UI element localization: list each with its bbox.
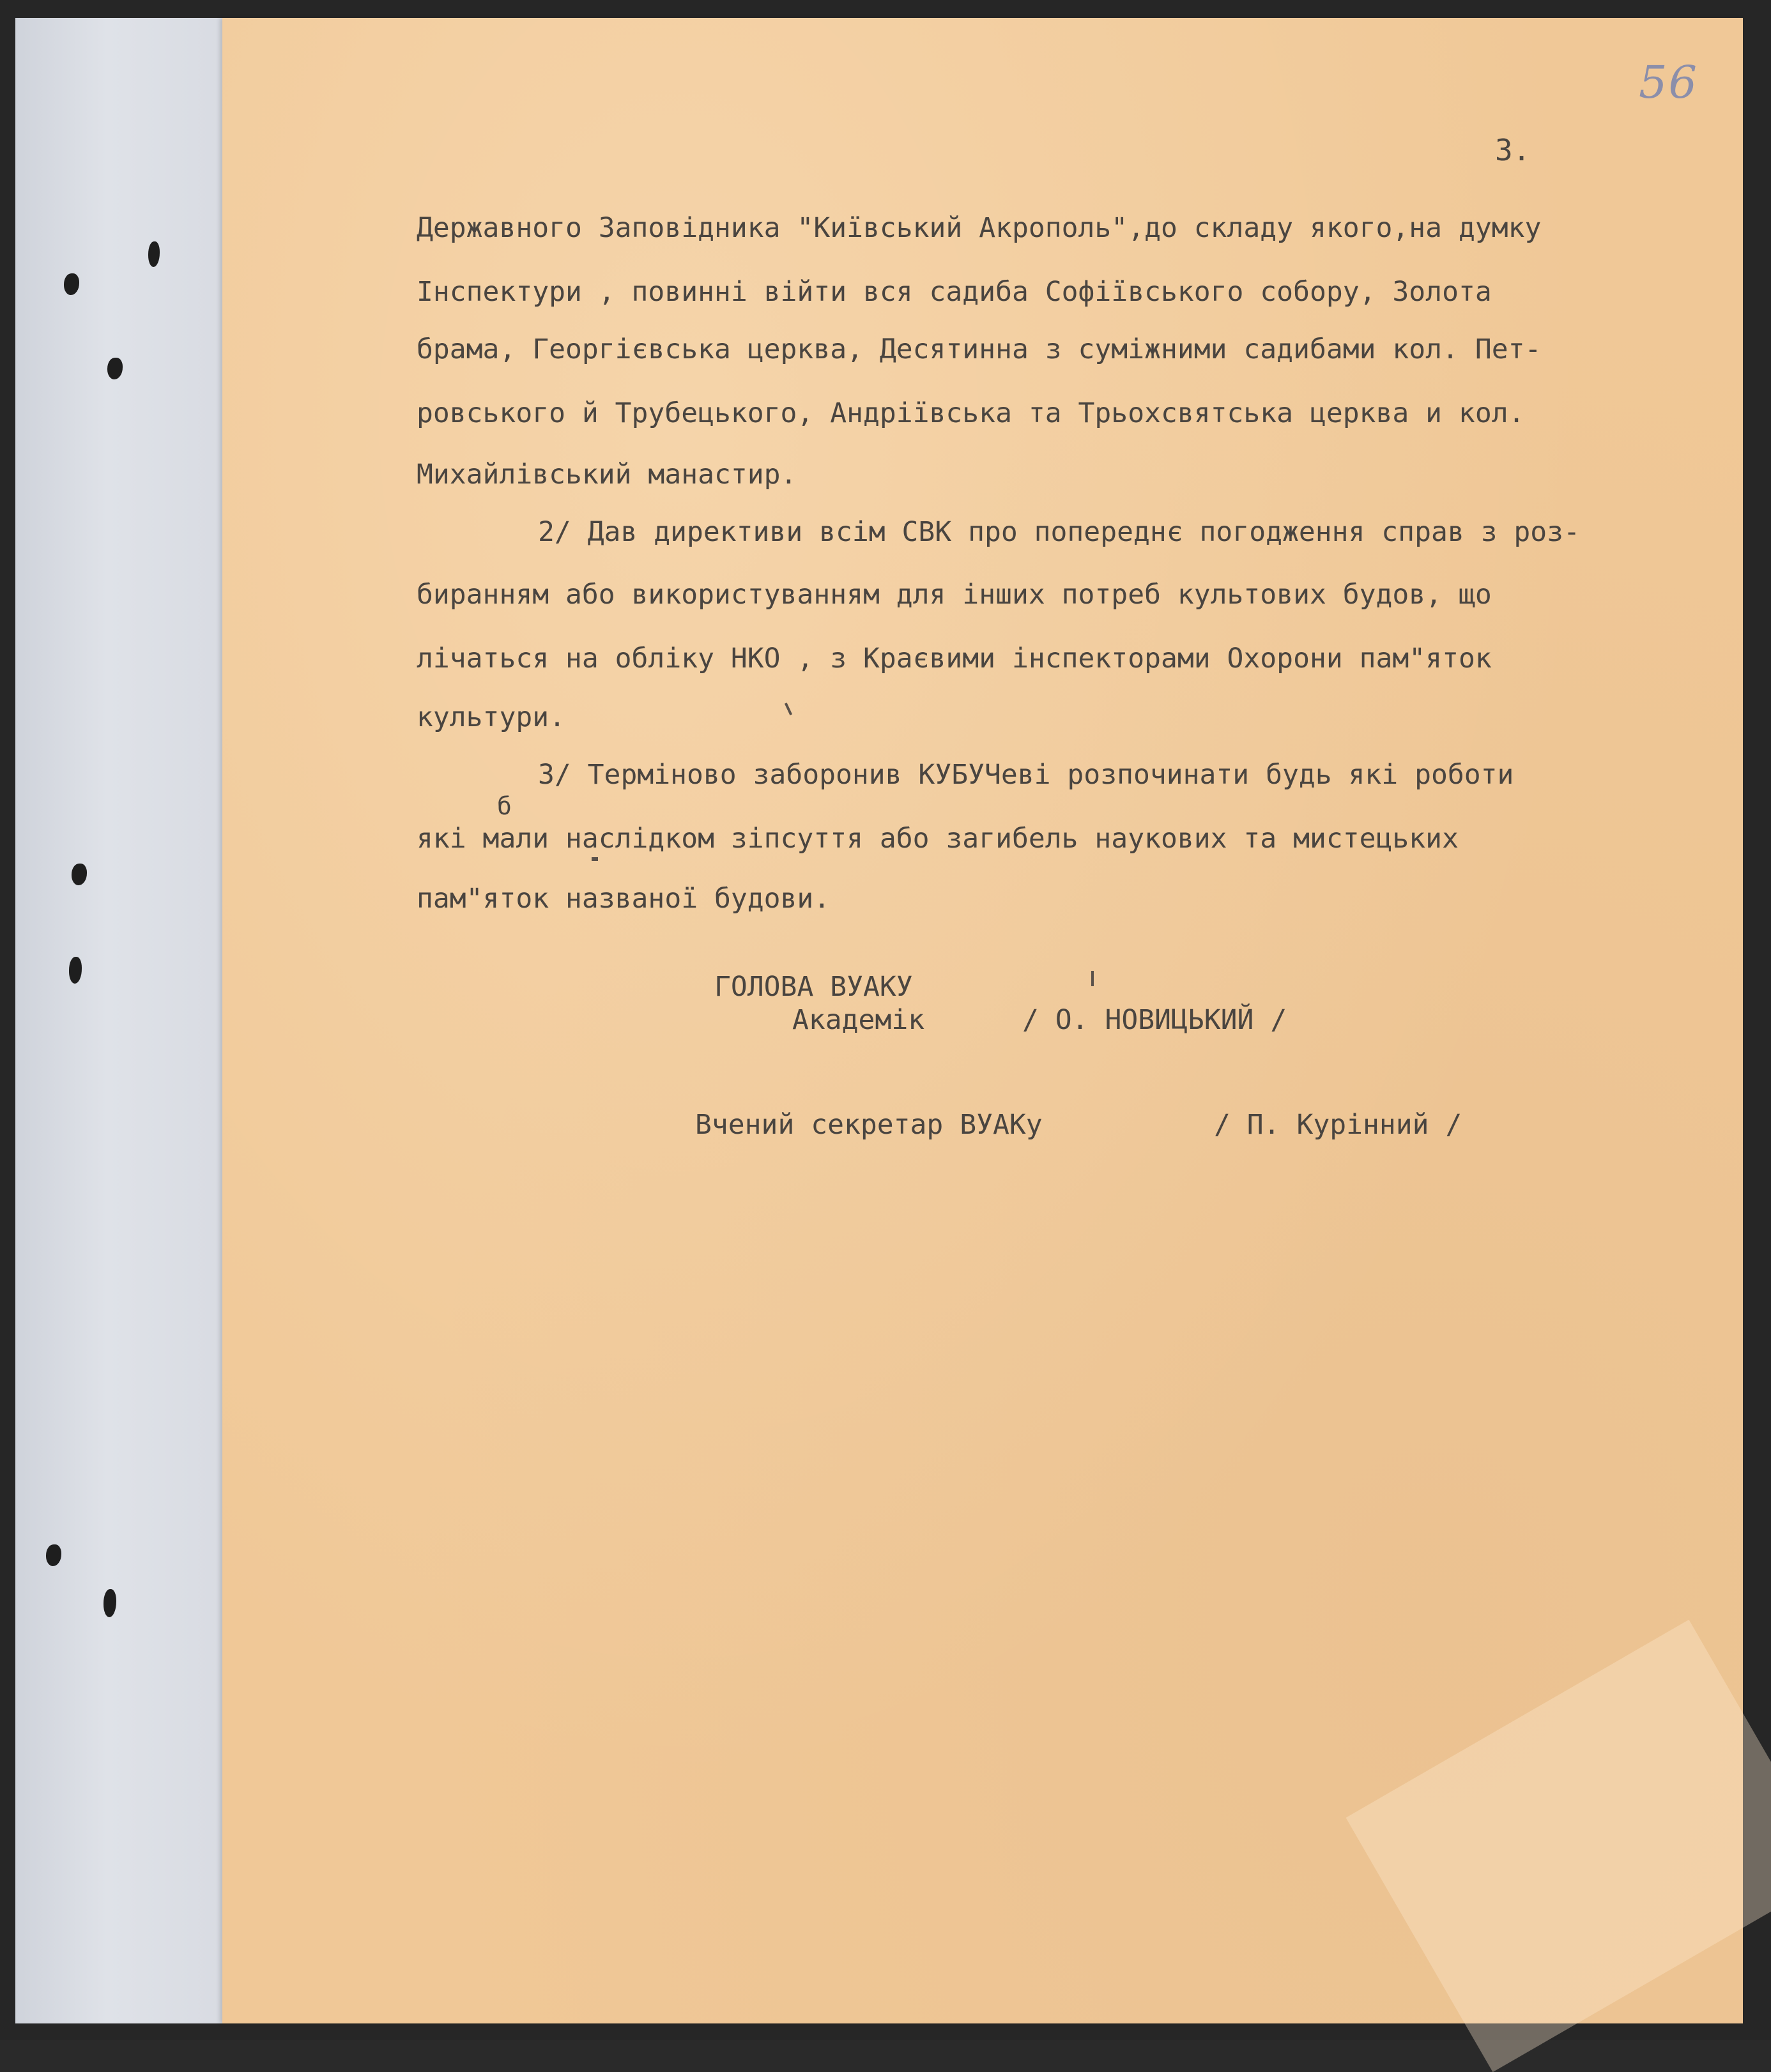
secretary-name: / П. Курінний /	[1214, 1109, 1462, 1141]
chair-rank: Академік	[792, 1004, 925, 1036]
text-line: які мали наслідком зіпсуття або загибель наукових та мистецьких	[417, 823, 1459, 855]
pen-mark	[592, 857, 598, 861]
text-line: биранням або використуванням для інших потреб культових будов, що	[417, 579, 1492, 611]
text-line: Інспектури , повинні війти вся садиба Софіївського собору, Золота	[417, 276, 1492, 308]
text-line: ровського й Трубецького, Андріївська та Трьохсвятська церква и кол.	[417, 397, 1525, 429]
handwritten-correction: б	[497, 792, 512, 820]
pen-mark	[1091, 971, 1094, 986]
text-line: пам"яток названої будови.	[417, 883, 831, 915]
backing-sheet	[15, 18, 245, 2023]
text-line: 2/ Дав директиви всім СВК про попереднє погодження справ з роз-	[538, 516, 1580, 548]
secretary-title: Вчений секретар ВУАКу	[695, 1109, 1043, 1141]
page-number: 3.	[1495, 133, 1531, 167]
text-line: Державного Заповідника "Київський Акрополь",до складу якого,на думку	[417, 212, 1542, 244]
text-line: Михайлівський манастир.	[417, 459, 797, 491]
text-line: культури.	[417, 701, 565, 733]
text-line: лічаться на обліку НКО , з Краєвими інспекторами Охорони пам"яток	[417, 643, 1492, 674]
text-line: 3/ Терміново заборонив КУБУЧеві розпочинати будь які роботи	[538, 759, 1514, 791]
chair-title: ГОЛОВА ВУАКУ	[714, 971, 913, 1003]
folio-number: 56	[1639, 56, 1699, 109]
chair-name: / О. НОВИЦЬКИЙ /	[1022, 1004, 1287, 1036]
text-line: брама, Георгієвська церква, Десятинна з суміжними садибами кол. Пет-	[417, 333, 1542, 365]
